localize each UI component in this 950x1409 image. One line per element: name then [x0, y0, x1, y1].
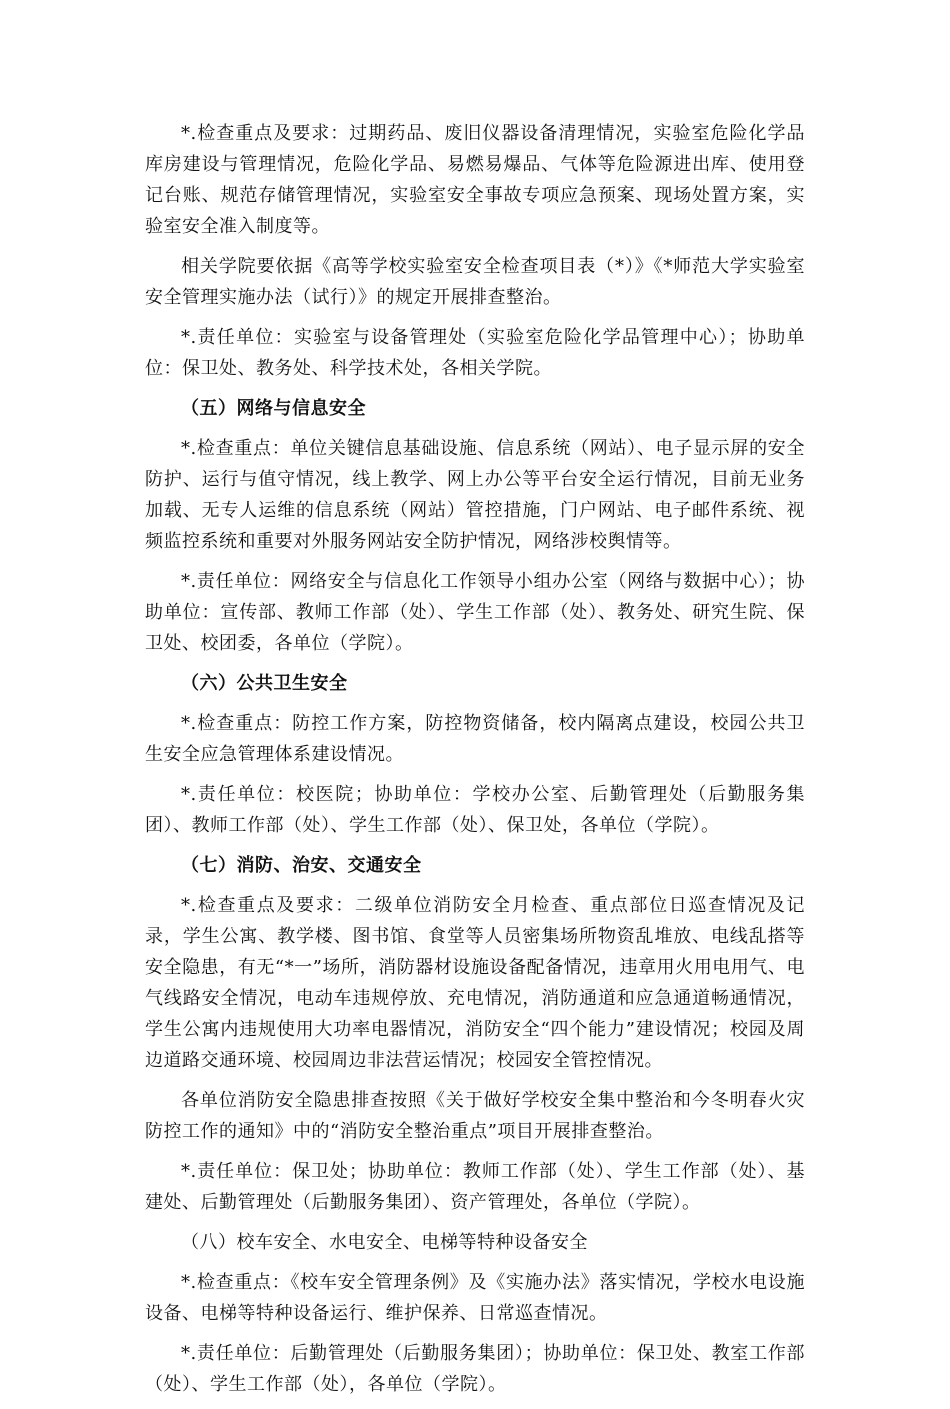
- document-body: [145, 118, 805, 1409]
- paragraph-network-check-points: *.检查重点：单位关键信息基础设施、信息系统（网站）、电子显示屏的安全防护、运行与值守情况，线上教学、网上办公等平台安全运行情况，目前无业务加载、无专人运维的信息系统（网站）管控措施，门户网站、电子邮件系统、视频监控系统和重要对外服务网站安全防护情况，网络涉校舆情等。: [145, 438, 805, 552]
- paragraph-network-responsible: *.责任单位：网络安全与信息化工作领导小组办公室（网络与数据中心）；协助单位：宣传部、教师工作部（处）、学生工作部（处）、教务处、研究生院、保卫处、校团委，各单位（学院）。: [145, 571, 805, 654]
- paragraph-fire-responsible: *.责任单位：保卫处；协助单位：教师工作部（处）、学生工作部（处）、基建处、后勤管理处（后勤服务集团）、资产管理处，各单位（学院）。: [145, 1161, 805, 1213]
- paragraph-lab-basis: 相关学院要依据《高等学校实验室安全检查项目表（*）》《*师范大学实验室安全管理实施办法（试行）》的规定开展排查整治。: [145, 256, 805, 308]
- paragraph-bus-check-points: *.检查重点：《校车安全管理条例》及《实施办法》落实情况，学校水电设施设备、电梯等特种设备运行、维护保养、日常巡查情况。: [145, 1272, 805, 1324]
- section-heading-public-health: （六）公共卫生安全: [181, 673, 348, 694]
- paragraph-fire-basis: 各单位消防安全隐患排查按照《关于做好学校安全集中整治和今冬明春火灾防控工作的通知》中的“消防安全整治重点”项目开展排查整治。: [145, 1090, 805, 1142]
- paragraph-health-responsible: *.责任单位：校医院；协助单位：学校办公室、后勤管理处（后勤服务集团）、教师工作部（处）、学生工作部（处）、保卫处，各单位（学院）。: [145, 784, 805, 836]
- paragraph-bus-responsible: *.责任单位：后勤管理处（后勤服务集团）；协助单位：保卫处、教室工作部（处）、学生工作部（处），各单位（学院）。: [145, 1343, 805, 1395]
- paragraph-fire-check-points: *.检查重点及要求：二级单位消防安全月检查、重点部位日巡查情况及记录，学生公寓、教学楼、图书馆、食堂等人员密集场所物资乱堆放、电线乱搭等安全隐患，有无“*一”场所，消防器材设施设备配备情况，违章用火用电用气、电气线路安全情况，电动车违规停放、充电情况，消防通道和应急通道畅通情况，学生公寓内违规使用大功率电器情况，消防安全“四个能力”建设情况；校园及周边道路交通环境、校园周边非法营运情况；校园安全管控情况。: [145, 895, 805, 1071]
- section-heading-network-security: （五）网络与信息安全: [181, 398, 366, 419]
- paragraph-lab-responsible: *.责任单位：实验室与设备管理处（实验室危险化学品管理中心）；协助单位：保卫处、教务处、科学技术处，各相关学院。: [145, 327, 805, 379]
- paragraph-lab-check-points: *.检查重点及要求：过期药品、废旧仪器设备清理情况，实验室危险化学品库房建设与管理情况，危险化学品、易燃易爆品、气体等危险源进出库、使用登记台账、规范存储管理情况，实验室安全事故专项应急预案、现场处置方案，实验室安全准入制度等。: [145, 123, 805, 237]
- section-heading-fire-security-traffic: （七）消防、治安、交通安全: [181, 855, 422, 876]
- section-heading-bus-utilities-elevator: （八）校车安全、水电安全、电梯等特种设备安全: [181, 1232, 588, 1253]
- paragraph-health-check-points: *.检查重点：防控工作方案，防控物资储备，校内隔离点建设，校园公共卫生安全应急管理体系建设情况。: [145, 713, 805, 765]
